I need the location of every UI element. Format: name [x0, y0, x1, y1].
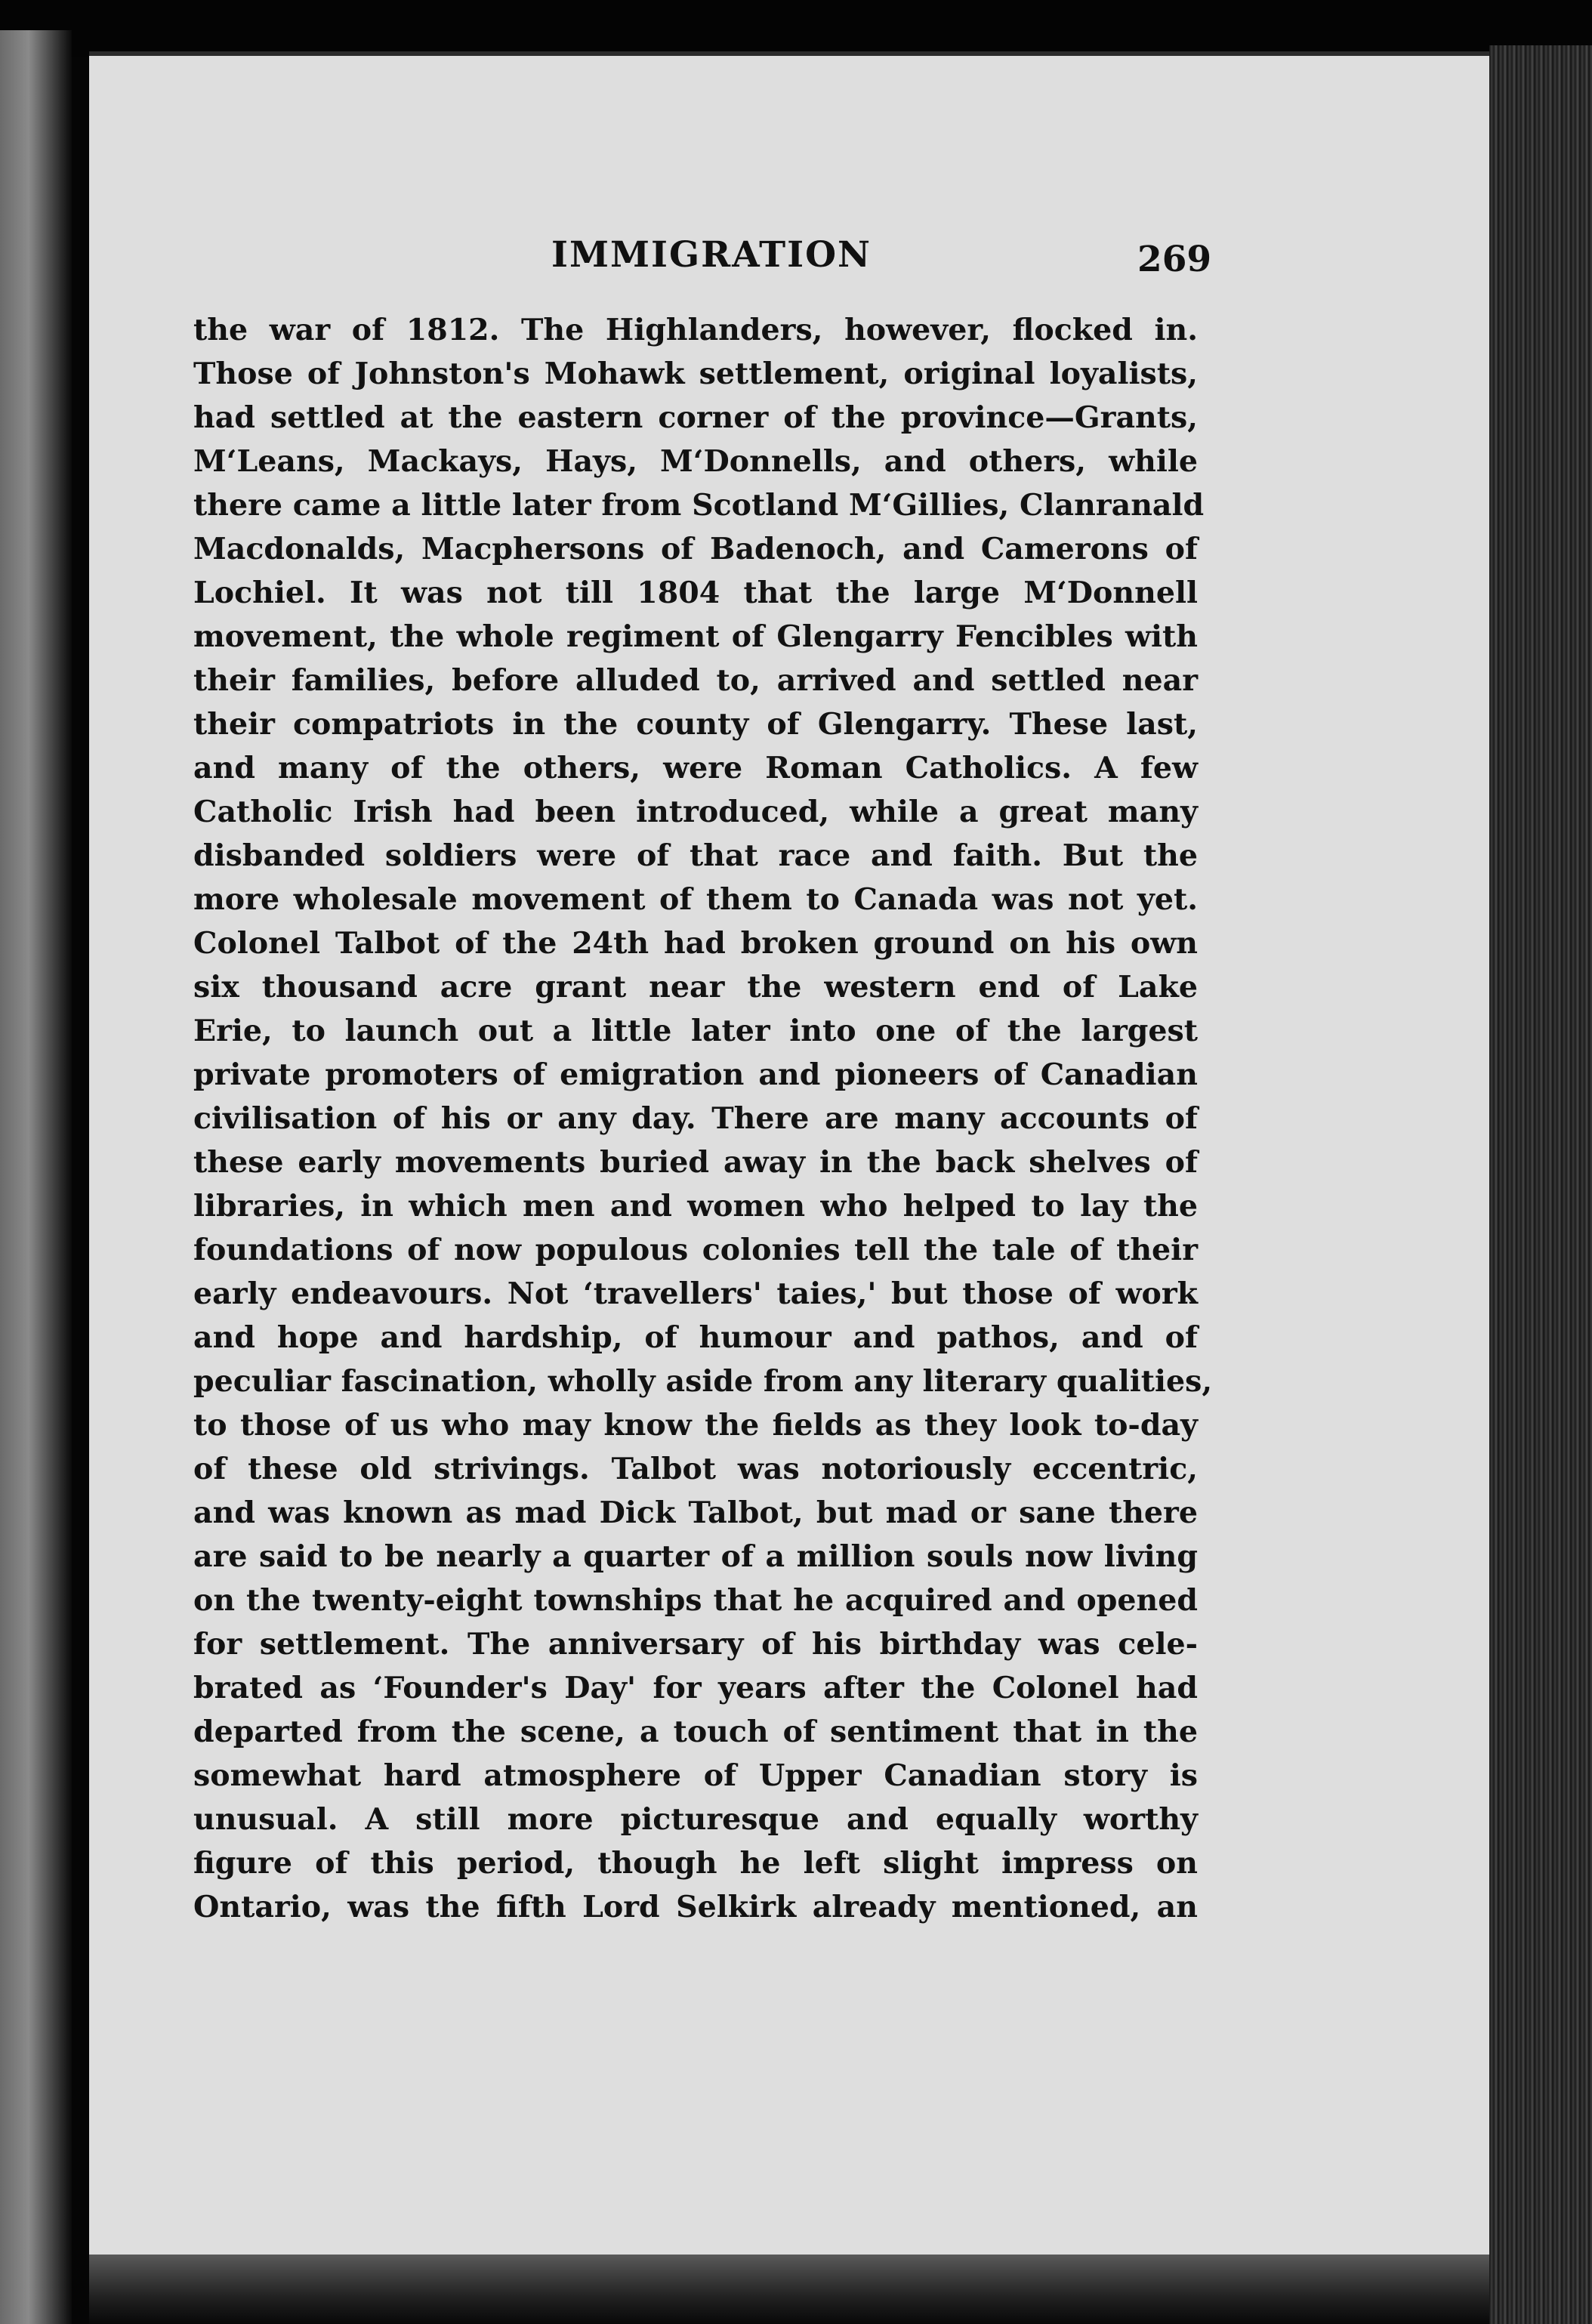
text-line: there came a little later from Scotland M‘Gillies, Clanranald — [193, 488, 1205, 523]
text-line: Those of Johnston's Mohawk settlement, original loyalists, — [193, 356, 1198, 391]
text-line: private promoters of emigration and pioneers of Canadian — [193, 1057, 1198, 1092]
text-line: Erie, to launch out a little later into one of the largest — [193, 1014, 1198, 1048]
chapter-title: IMMIGRATION — [551, 234, 872, 276]
text-line: on the twenty-eight townships that he acquired and opened — [193, 1583, 1198, 1618]
facing-page-edge — [0, 30, 72, 2324]
scan-border-bottom — [89, 2255, 1494, 2324]
text-line: unusual. A still more picturesque and equally worthy — [193, 1802, 1198, 1837]
text-line: and hope and hardship, of humour and pathos, and of — [193, 1320, 1198, 1355]
text-line: Lochiel. It was not till 1804 that the large M‘Donnell — [193, 576, 1198, 610]
body-paragraph — [193, 308, 1213, 1929]
text-line: the war of 1812. The Highlanders, however, flocked in. — [193, 313, 1198, 347]
text-line: Macdonalds, Macphersons of Badenoch, and Camerons of — [193, 532, 1198, 566]
text-line: of these old strivings. Talbot was notoriously eccentric, — [193, 1452, 1198, 1486]
text-line: their compatriots in the county of Glengarry. These last, — [193, 707, 1198, 742]
text-line: disbanded soldiers were of that race and faith. But the — [193, 838, 1198, 873]
text-line: and was known as mad Dick Talbot, but mad or sane there — [193, 1495, 1198, 1530]
text-line: movement, the whole regiment of Glengarry Fencibles with — [193, 619, 1198, 654]
text-line: for settlement. The anniversary of his birthday was cele- — [193, 1627, 1198, 1662]
text-line: their families, before alluded to, arrived and settled near — [193, 663, 1198, 698]
text-line: M‘Leans, Mackays, Hays, M‘Donnells, and others, while — [193, 444, 1198, 479]
text-line: to those of us who may know the fields as they look to-day — [193, 1408, 1198, 1443]
text-line: these early movements buried away in the back shelves of — [193, 1145, 1198, 1180]
text-line: peculiar fascination, wholly aside from any literary qualities, — [193, 1364, 1213, 1399]
text-line: brated as ‘Founder's Day' for years after the Colonel had — [193, 1671, 1198, 1705]
text-line: more wholesale movement of them to Canada was not yet. — [193, 882, 1198, 917]
text-line: somewhat hard atmosphere of Upper Canadian story is — [193, 1758, 1198, 1793]
text-line: foundations of now populous colonies tell the tale of their — [193, 1233, 1198, 1267]
page-stack-edge — [1489, 45, 1592, 2324]
text-line: and many of the others, were Roman Catholics. A few — [193, 751, 1198, 785]
text-line: Ontario, was the fifth Lord Selkirk already mentioned, an — [193, 1890, 1198, 1924]
text-line: early endeavours. Not ‘travellers' taies,' but those of work — [193, 1276, 1198, 1311]
text-line: civilisation of his or any day. There are many accounts of — [193, 1101, 1198, 1136]
text-line: Catholic Irish had been introduced, while a great many — [193, 795, 1198, 829]
page-number: 269 — [1137, 239, 1212, 280]
text-line: libraries, in which men and women who helped to lay the — [193, 1189, 1198, 1224]
text-line: departed from the scene, a touch of sentiment that in the — [193, 1714, 1198, 1749]
text-line: Colonel Talbot of the 24th had broken ground on his own — [193, 926, 1198, 961]
text-line: figure of this period, though he left slight impress on — [193, 1846, 1198, 1881]
running-head — [0, 234, 1592, 287]
scan-border-top — [0, 0, 1592, 57]
text-line: had settled at the eastern corner of the province—Grants, — [193, 400, 1198, 435]
text-line: are said to be nearly a quarter of a million souls now living — [193, 1539, 1198, 1574]
text-line: six thousand acre grant near the western end of Lake — [193, 970, 1198, 1005]
